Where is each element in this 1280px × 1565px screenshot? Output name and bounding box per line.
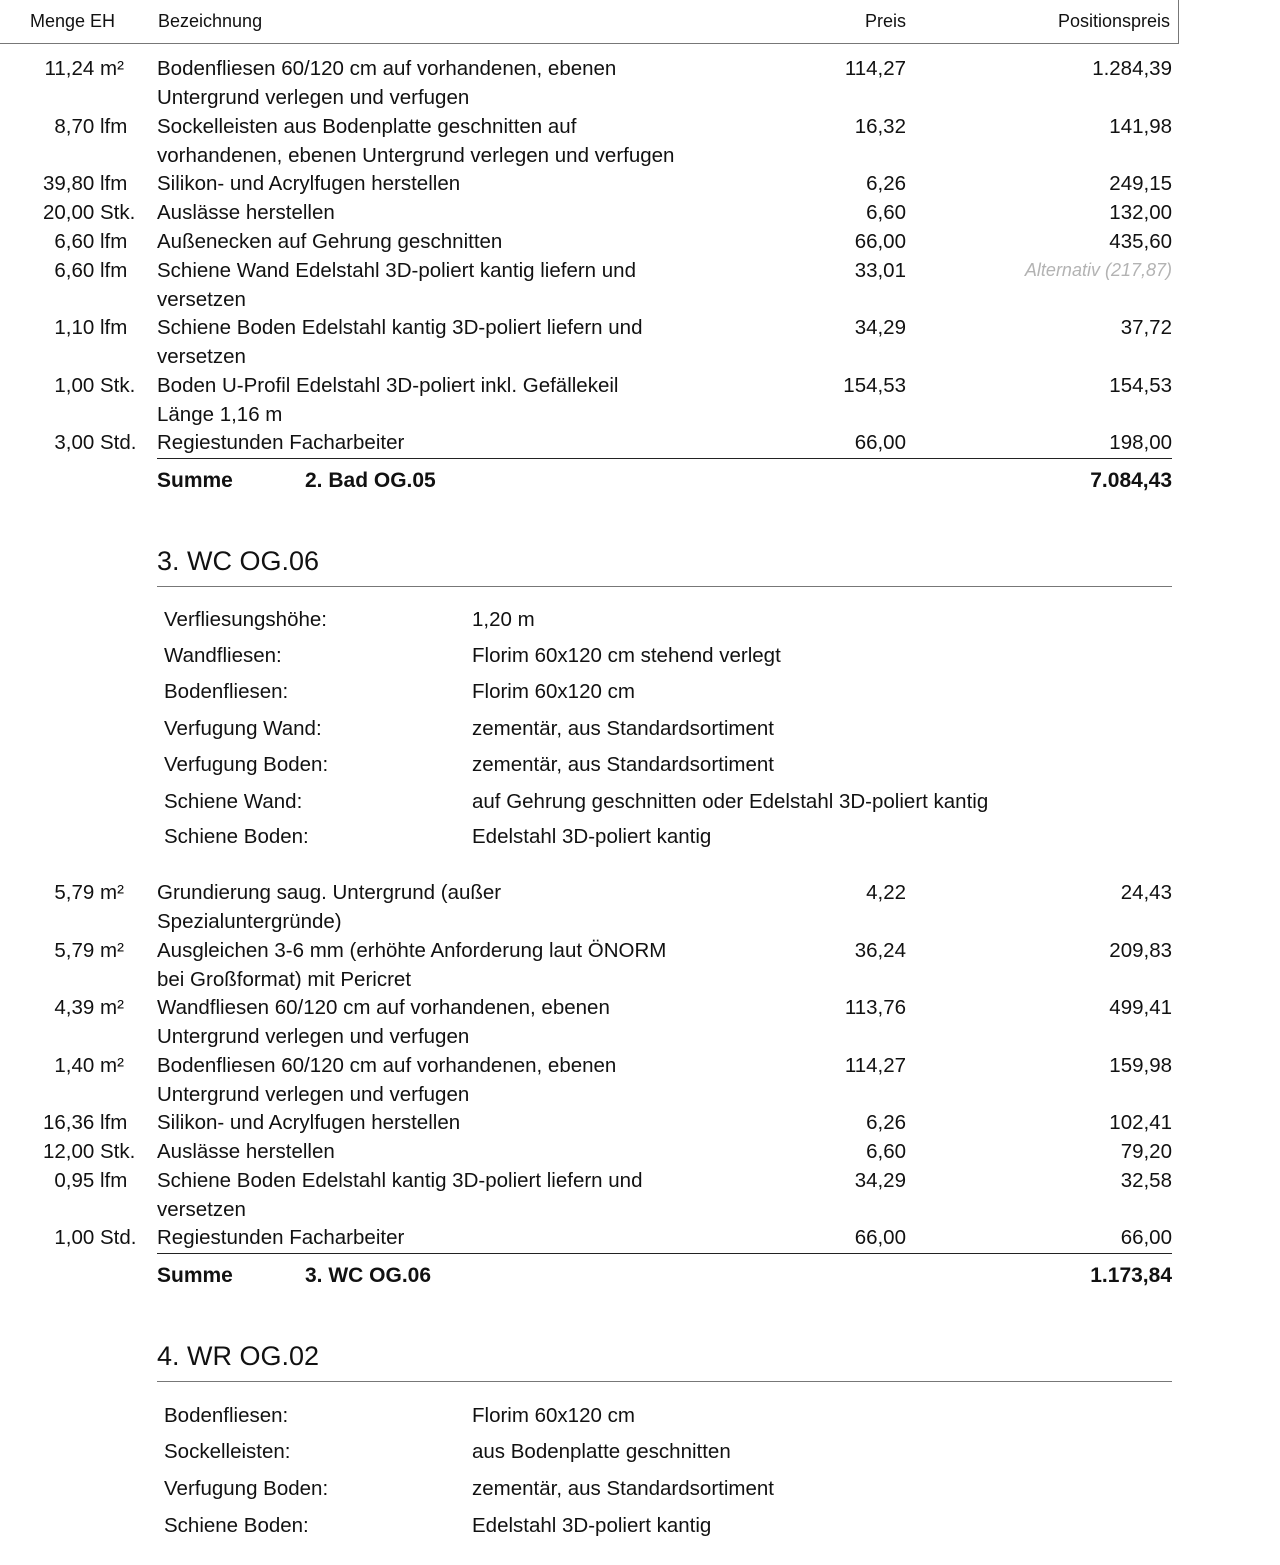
- unit-price: 6,26: [866, 172, 906, 195]
- section-title: 3. WC OG.06: [157, 546, 320, 576]
- sum-divider: [157, 1253, 1172, 1254]
- spec-key: Sockelleisten:: [164, 1440, 291, 1463]
- position-price: 102,41: [1109, 1111, 1172, 1134]
- sum-value: 1.173,84: [1090, 1264, 1172, 1287]
- unit: m²: [100, 1054, 124, 1077]
- unit-price: 114,27: [844, 1054, 906, 1077]
- unit: Stk.: [100, 1140, 136, 1163]
- spec-key: Schiene Boden:: [164, 825, 309, 848]
- spec-value: zementär, aus Standardsortiment: [472, 753, 774, 776]
- quantity: 1,00 Std.: [0, 1223, 138, 1252]
- unit: lfm: [100, 316, 128, 339]
- description: Bodenfliesen 60/120 cm auf vorhandenen, ebenen Untergrund verlegen und verfugen: [157, 57, 617, 109]
- spec-key: Schiene Boden:: [164, 1514, 309, 1537]
- position-price: 79,20: [1120, 1140, 1172, 1163]
- description: Regiestunden Facharbeiter: [157, 1226, 405, 1249]
- unit-price: 66,00: [854, 431, 906, 454]
- unit: Std.: [100, 431, 137, 454]
- unit: m²: [100, 57, 124, 80]
- position-price: 141,98: [1109, 115, 1172, 138]
- unit-price: 6,26: [866, 1111, 906, 1134]
- unit-price: 66,00: [854, 230, 906, 253]
- quantity: 12,00 Stk.: [0, 1137, 138, 1166]
- description: Schiene Wand Edelstahl 3D-poliert kantig liefern und versetzen: [157, 259, 636, 311]
- unit: lfm: [100, 115, 128, 138]
- unit-price: 34,29: [854, 316, 906, 339]
- unit: m²: [100, 996, 124, 1019]
- description: Boden U-Profil Edelstahl 3D-poliert inkl. Gefällekeil Länge 1,16 m: [157, 374, 619, 426]
- spec-key: Verfliesungshöhe:: [164, 608, 327, 631]
- quantity: 11,24 m²: [0, 54, 138, 83]
- position-price: 37,72: [1120, 316, 1172, 339]
- unit-price: 114,27: [844, 57, 906, 80]
- sum-label: Summe: [157, 469, 233, 492]
- unit-price: 6,60: [866, 1140, 906, 1163]
- unit: lfm: [100, 1169, 128, 1192]
- spec-value: Edelstahl 3D-poliert kantig: [472, 825, 712, 848]
- description: Schiene Boden Edelstahl kantig 3D-poliert liefern und versetzen: [157, 1169, 643, 1221]
- spec-key: Bodenfliesen:: [164, 1404, 289, 1427]
- spec-value: Florim 60x120 cm stehend verlegt: [472, 644, 781, 667]
- spec-key: Verfugung Boden:: [164, 1477, 329, 1500]
- description: Auslässe herstellen: [157, 1140, 335, 1163]
- header-bezeichnung: Bezeichnung: [158, 11, 263, 31]
- header-menge-eh: Menge EH: [30, 11, 116, 31]
- quantity: 6,60 lfm: [0, 256, 138, 285]
- unit-price: 66,00: [854, 1226, 906, 1249]
- description: Wandfliesen 60/120 cm auf vorhandenen, ebenen Untergrund verlegen und verfugen: [157, 996, 610, 1048]
- unit-price: 6,60: [866, 201, 906, 224]
- spec-value: Florim 60x120 cm: [472, 1404, 635, 1427]
- spec-key: Bodenfliesen:: [164, 680, 289, 703]
- position-price: 209,83: [1109, 939, 1172, 962]
- position-price: 435,60: [1109, 230, 1172, 253]
- position-price: 24,43: [1120, 881, 1172, 904]
- unit: lfm: [100, 172, 128, 195]
- quantity: 1,40 m²: [0, 1051, 138, 1080]
- position-price: 1.284,39: [1092, 57, 1172, 80]
- unit: Stk.: [100, 201, 136, 224]
- position-price: 132,00: [1109, 201, 1172, 224]
- quantity: 3,00 Std.: [0, 428, 138, 457]
- position-price: 66,00: [1120, 1226, 1172, 1249]
- sum-section-name: 3. WC OG.06: [305, 1264, 432, 1287]
- unit-price: 16,32: [854, 115, 906, 138]
- unit: m²: [100, 939, 124, 962]
- spec-value: 1,20 m: [472, 608, 535, 631]
- description: Grundierung saug. Untergrund (außer Spezialuntergründe): [157, 881, 502, 933]
- sum-divider: [157, 458, 1172, 459]
- quantity: 8,70 lfm: [0, 112, 138, 141]
- unit: lfm: [100, 259, 128, 282]
- table-header: [0, 0, 1179, 44]
- spec-value: zementär, aus Standardsortiment: [472, 1477, 774, 1500]
- position-price: 499,41: [1109, 996, 1172, 1019]
- unit: Stk.: [100, 374, 136, 397]
- unit-price: 154,53: [843, 374, 906, 397]
- quantity: 5,79 m²: [0, 936, 138, 965]
- section-divider: [157, 586, 1172, 587]
- section-title: 4. WR OG.02: [157, 1341, 320, 1371]
- description: Auslässe herstellen: [157, 201, 335, 224]
- description: Außenecken auf Gehrung geschnitten: [157, 230, 503, 253]
- sum-section-name: 2. Bad OG.05: [305, 469, 436, 492]
- alternative-price: Alternativ (217,87): [1024, 260, 1172, 280]
- header-positionspreis: Positionspreis: [1057, 11, 1170, 31]
- spec-key: Verfugung Boden:: [164, 753, 329, 776]
- description: Ausgleichen 3-6 mm (erhöhte Anforderung laut ÖNORM bei Großformat) mit Pericret: [157, 939, 667, 991]
- position-price: 249,15: [1109, 172, 1172, 195]
- spec-value: zementär, aus Standardsortiment: [472, 717, 774, 740]
- quantity: 6,60 lfm: [0, 227, 138, 256]
- description: Bodenfliesen 60/120 cm auf vorhandenen, ebenen Untergrund verlegen und verfugen: [157, 1054, 617, 1106]
- spec-key: Verfugung Wand:: [164, 717, 322, 740]
- unit: lfm: [100, 1111, 128, 1134]
- spec-value: Florim 60x120 cm: [472, 680, 635, 703]
- quantity: 5,79 m²: [0, 878, 138, 907]
- unit-price: 4,22: [866, 881, 906, 904]
- spec-value: auf Gehrung geschnitten oder Edelstahl 3D-poliert kantig: [472, 790, 989, 813]
- quantity: 16,36 lfm: [0, 1108, 138, 1137]
- spec-value: aus Bodenplatte geschnitten: [472, 1440, 731, 1463]
- sum-value: 7.084,43: [1090, 469, 1172, 492]
- unit-price: 34,29: [854, 1169, 906, 1192]
- quantity: 1,10 lfm: [0, 313, 138, 342]
- unit: Std.: [100, 1226, 137, 1249]
- unit: m²: [100, 881, 124, 904]
- description: Regiestunden Facharbeiter: [157, 431, 405, 454]
- unit-price: 36,24: [854, 939, 906, 962]
- unit-price: 33,01: [854, 259, 906, 282]
- quantity: 1,00 Stk.: [0, 371, 138, 400]
- spec-key: Schiene Wand:: [164, 790, 303, 813]
- quantity: 39,80 lfm: [0, 169, 138, 198]
- description: Silikon- und Acrylfugen herstellen: [157, 1111, 461, 1134]
- description: Silikon- und Acrylfugen herstellen: [157, 172, 461, 195]
- description: Schiene Boden Edelstahl kantig 3D-poliert liefern und versetzen: [157, 316, 643, 368]
- sum-label: Summe: [157, 1264, 233, 1287]
- spec-key: Wandfliesen:: [164, 644, 282, 667]
- header-preis: Preis: [864, 11, 906, 31]
- position-price: 154,53: [1109, 374, 1172, 397]
- position-price: 32,58: [1120, 1169, 1172, 1192]
- unit-price: 113,76: [844, 996, 906, 1019]
- position-price: 198,00: [1109, 431, 1172, 454]
- section-divider: [157, 1381, 1172, 1382]
- quantity: 0,95 lfm: [0, 1166, 138, 1195]
- spec-value: Edelstahl 3D-poliert kantig: [472, 1514, 712, 1537]
- unit: lfm: [100, 230, 128, 253]
- position-price: 159,98: [1109, 1054, 1172, 1077]
- quantity: 4,39 m²: [0, 993, 138, 1022]
- description: Sockelleisten aus Bodenplatte geschnitten auf vorhandenen, ebenen Untergrund verlegen und verfugen: [157, 115, 675, 167]
- quantity: 20,00 Stk.: [0, 198, 138, 227]
